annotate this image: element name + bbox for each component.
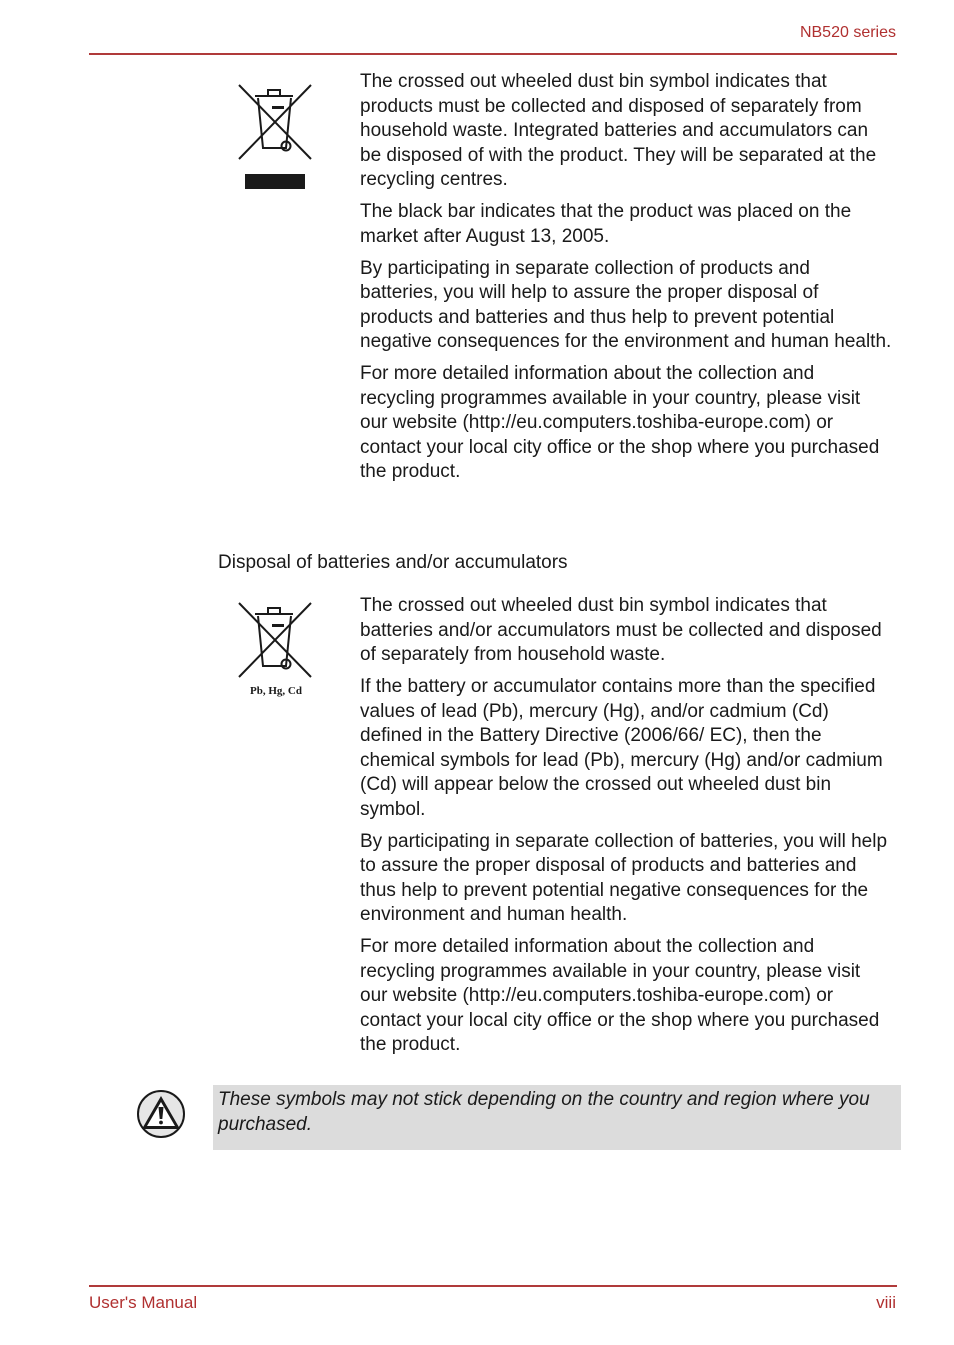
weee-paragraph: The black bar indicates that the product was placed on the market after August 13, 2005.: [360, 201, 852, 247]
note-box: [213, 1085, 901, 1150]
battery-paragraph: By participating in separate collection of batteries, you will help to assure the proper disposal of products and batteries and thus help to prevent potential negative consequences for the environment and human health.: [360, 830, 888, 925]
battery-paragraph: The crossed out wheeled dust bin symbol indicates that batteries and/or accumulators must be collected and disposed of separately from household waste.: [360, 595, 882, 665]
battery-paragraph: For more detailed information about the collection and recycling programmes available in your country, please visit our website (http://eu.computers.toshiba-europe.com) or contact your local city office or the shop where you purchased the product.: [360, 936, 880, 1055]
weee-paragraph: For more detailed information about the collection and recycling programmes available in your country, please visit our website (http://eu.computers.toshiba-europe.com) or contact your local city office or the shop where you purchased the product.: [360, 363, 880, 482]
weee-text: [360, 70, 892, 492]
crossed-out-wheeled-bin-icon: [236, 600, 314, 682]
warning-icon: [136, 1089, 186, 1139]
page-number: viii: [876, 1293, 896, 1312]
note-text: These symbols may not stick depending on the country and region where you purchased.: [218, 1089, 870, 1135]
weee-paragraph: The crossed out wheeled dust bin symbol indicates that products must be collected and disposed of separately from household waste. Integrated batteries and accumulators can be disposed of with the product. They will be separated at the recycling centres.: [360, 71, 877, 190]
section-title: Disposal of batteries and/or accumulators: [218, 552, 568, 573]
chemical-symbols-label: Pb, Hg, Cd: [250, 685, 302, 697]
crossed-out-wheeled-bin-icon: [236, 82, 314, 192]
footer-rule: [89, 1285, 897, 1287]
weee-paragraph: By participating in separate collection of products and batteries, you will help to assure the proper disposal of products and batteries and thus help to prevent potential negative consequences for the environment and human health.: [360, 257, 892, 352]
battery-paragraph: If the battery or accumulator contains more than the specified values of lead (Pb), mercury (Hg), and/or cadmium (Cd) defined in the Battery Directive (2006/66/ EC), then the chemical symbols for lead (Pb), mercury (Hg) and/or cadmium (Cd) will appear below the crossed out wheeled dust bin symbol.: [360, 676, 883, 820]
battery-text: [360, 594, 892, 1065]
header-rule: [89, 53, 897, 55]
black-bar: [245, 174, 305, 189]
header-series-title: NB520 series: [799, 24, 896, 41]
footer-manual-title: User's Manual: [89, 1293, 198, 1312]
